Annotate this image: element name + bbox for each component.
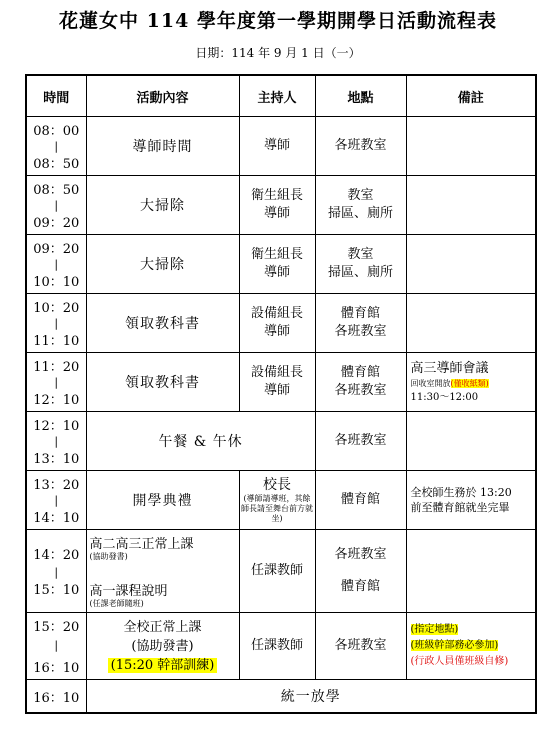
table-row xyxy=(26,680,536,714)
host-note: (導師請導班，其餘師長請至舞台前方就坐) xyxy=(241,494,313,523)
activity-cell: 大掃除 xyxy=(86,235,239,294)
end-time: 11：10 xyxy=(33,334,80,349)
location-cell: 教室 掃區、廁所 xyxy=(315,176,406,235)
time-cell xyxy=(26,530,86,613)
activity-cell: 統一放學 xyxy=(86,680,536,714)
time-separator: | xyxy=(54,435,59,448)
notes-line: 11:30～12:00 xyxy=(410,391,479,403)
page-title: 花蓮女中 114 學年度第一學期開學日活動流程表 xyxy=(59,10,497,32)
host-cell: 設備組長 導師 xyxy=(239,353,315,412)
header-host: 主持人 xyxy=(239,75,315,117)
host-cell: 衛生組長 導師 xyxy=(239,235,315,294)
table-row xyxy=(26,353,536,412)
time-separator: | xyxy=(54,258,59,271)
start-time: 08：50 xyxy=(33,183,80,198)
activity-cell: 開學典禮 xyxy=(86,471,239,530)
table-row xyxy=(26,294,536,353)
header-time: 時間 xyxy=(26,75,86,117)
time-separator: | xyxy=(54,376,59,389)
end-time: 15：10 xyxy=(33,583,80,598)
end-time: 10：10 xyxy=(33,275,80,290)
time-cell xyxy=(26,412,86,471)
location-cell: 體育館 各班教室 xyxy=(315,294,406,353)
host-cell: 導師 xyxy=(239,117,315,176)
table-header-row xyxy=(26,75,536,117)
time-cell xyxy=(26,117,86,176)
header-location: 地點 xyxy=(315,75,406,117)
start-time: 14：20 xyxy=(33,548,80,563)
end-time: 13：10 xyxy=(33,452,80,467)
end-time: 16：10 xyxy=(33,661,80,676)
time-separator: | xyxy=(54,494,59,507)
time-separator: | xyxy=(54,639,59,652)
activity-line: 高一課程說明 xyxy=(89,584,168,599)
location-cell: 各班教室 xyxy=(315,412,406,471)
location-line: 體育館 xyxy=(340,579,380,594)
notes-cell xyxy=(406,235,536,294)
header-notes: 備註 xyxy=(406,75,536,117)
time-separator: | xyxy=(54,140,59,153)
location-cell: 各班教室 xyxy=(315,117,406,176)
header-activity: 活動內容 xyxy=(86,75,239,117)
notes-cell xyxy=(406,176,536,235)
end-time: 09：20 xyxy=(33,216,80,231)
activity-line: 全校正常上課 xyxy=(123,619,202,635)
notes-cell xyxy=(406,471,536,530)
activity-cell: 大掃除 xyxy=(86,176,239,235)
location-cell: 教室 掃區、廁所 xyxy=(315,235,406,294)
host-cell xyxy=(239,471,315,530)
host-cell: 任課教師 xyxy=(239,613,315,680)
notes-highlight: (班級幹部務必參加) xyxy=(410,640,499,651)
notes-cell xyxy=(406,530,536,613)
notes-highlight: (指定地點) xyxy=(410,624,459,635)
table-row xyxy=(26,117,536,176)
notes-line: (行政人員僅班級自修) xyxy=(410,656,509,667)
activity-cell: 午餐 & 午休 xyxy=(86,412,315,471)
notes-line: 高三導師會議 xyxy=(410,360,489,376)
location-line: 各班教室 xyxy=(334,547,387,562)
start-time: 15：20 xyxy=(33,620,80,635)
notes-line: 回收室開放 xyxy=(410,378,451,388)
location-cell: 體育館 xyxy=(315,471,406,530)
time-cell xyxy=(26,176,86,235)
time-cell xyxy=(26,613,86,680)
activity-cell: 導師時間 xyxy=(86,117,239,176)
end-time: 08：50 xyxy=(33,157,80,172)
end-time: 14：10 xyxy=(33,511,80,526)
start-time: 10：20 xyxy=(33,301,80,316)
activity-cell xyxy=(86,613,239,680)
time-cell: 16：10 xyxy=(26,680,86,714)
table-row xyxy=(26,412,536,471)
notes-cell xyxy=(406,294,536,353)
start-time: 11：20 xyxy=(33,360,80,375)
activity-cell: 領取教科書 xyxy=(86,294,239,353)
start-time: 08：00 xyxy=(33,124,80,139)
start-time: 09：20 xyxy=(33,242,80,257)
time-separator: | xyxy=(54,317,59,330)
table-row xyxy=(26,471,536,530)
activity-note: (任課老師隨班) xyxy=(89,599,144,608)
notes-cell xyxy=(406,412,536,471)
activity-cell: 領取教科書 xyxy=(86,353,239,412)
activity-line: 高二高三正常上課 xyxy=(89,537,194,552)
activity-line: (協助發書) xyxy=(131,638,194,654)
end-time: 12：10 xyxy=(33,393,80,408)
notes-cell xyxy=(406,353,536,412)
activity-cell xyxy=(86,530,239,613)
host-cell: 設備組長 導師 xyxy=(239,294,315,353)
activity-highlight: (15:20 幹部訓練) xyxy=(108,658,218,673)
time-separator: | xyxy=(54,199,59,212)
notes-line: 全校師生務於 13:20 xyxy=(410,486,512,499)
table-row xyxy=(26,235,536,294)
host-main: 校長 xyxy=(263,477,291,493)
notes-cell xyxy=(406,117,536,176)
location-cell xyxy=(315,530,406,613)
host-cell: 任課教師 xyxy=(239,530,315,613)
table-row xyxy=(26,613,536,680)
host-cell: 衛生組長 導師 xyxy=(239,176,315,235)
location-cell: 體育館 各班教室 xyxy=(315,353,406,412)
date-line: 日期：114 年 9 月 1 日（一） xyxy=(195,46,361,60)
time-cell xyxy=(26,294,86,353)
time-cell xyxy=(26,471,86,530)
notes-cell xyxy=(406,613,536,680)
notes-line: 前至體育館就坐完畢 xyxy=(410,501,510,514)
start-time: 13：20 xyxy=(33,478,80,493)
notes-highlight: (僅收紙類) xyxy=(450,378,489,388)
time-cell xyxy=(26,353,86,412)
activity-note: (協助發書) xyxy=(89,552,128,561)
table-row xyxy=(26,530,536,613)
location-cell: 各班教室 xyxy=(315,613,406,680)
time-cell xyxy=(26,235,86,294)
table-row xyxy=(26,176,536,235)
schedule-table xyxy=(25,74,537,714)
start-time: 12：10 xyxy=(33,419,80,434)
time-separator: | xyxy=(54,566,59,579)
